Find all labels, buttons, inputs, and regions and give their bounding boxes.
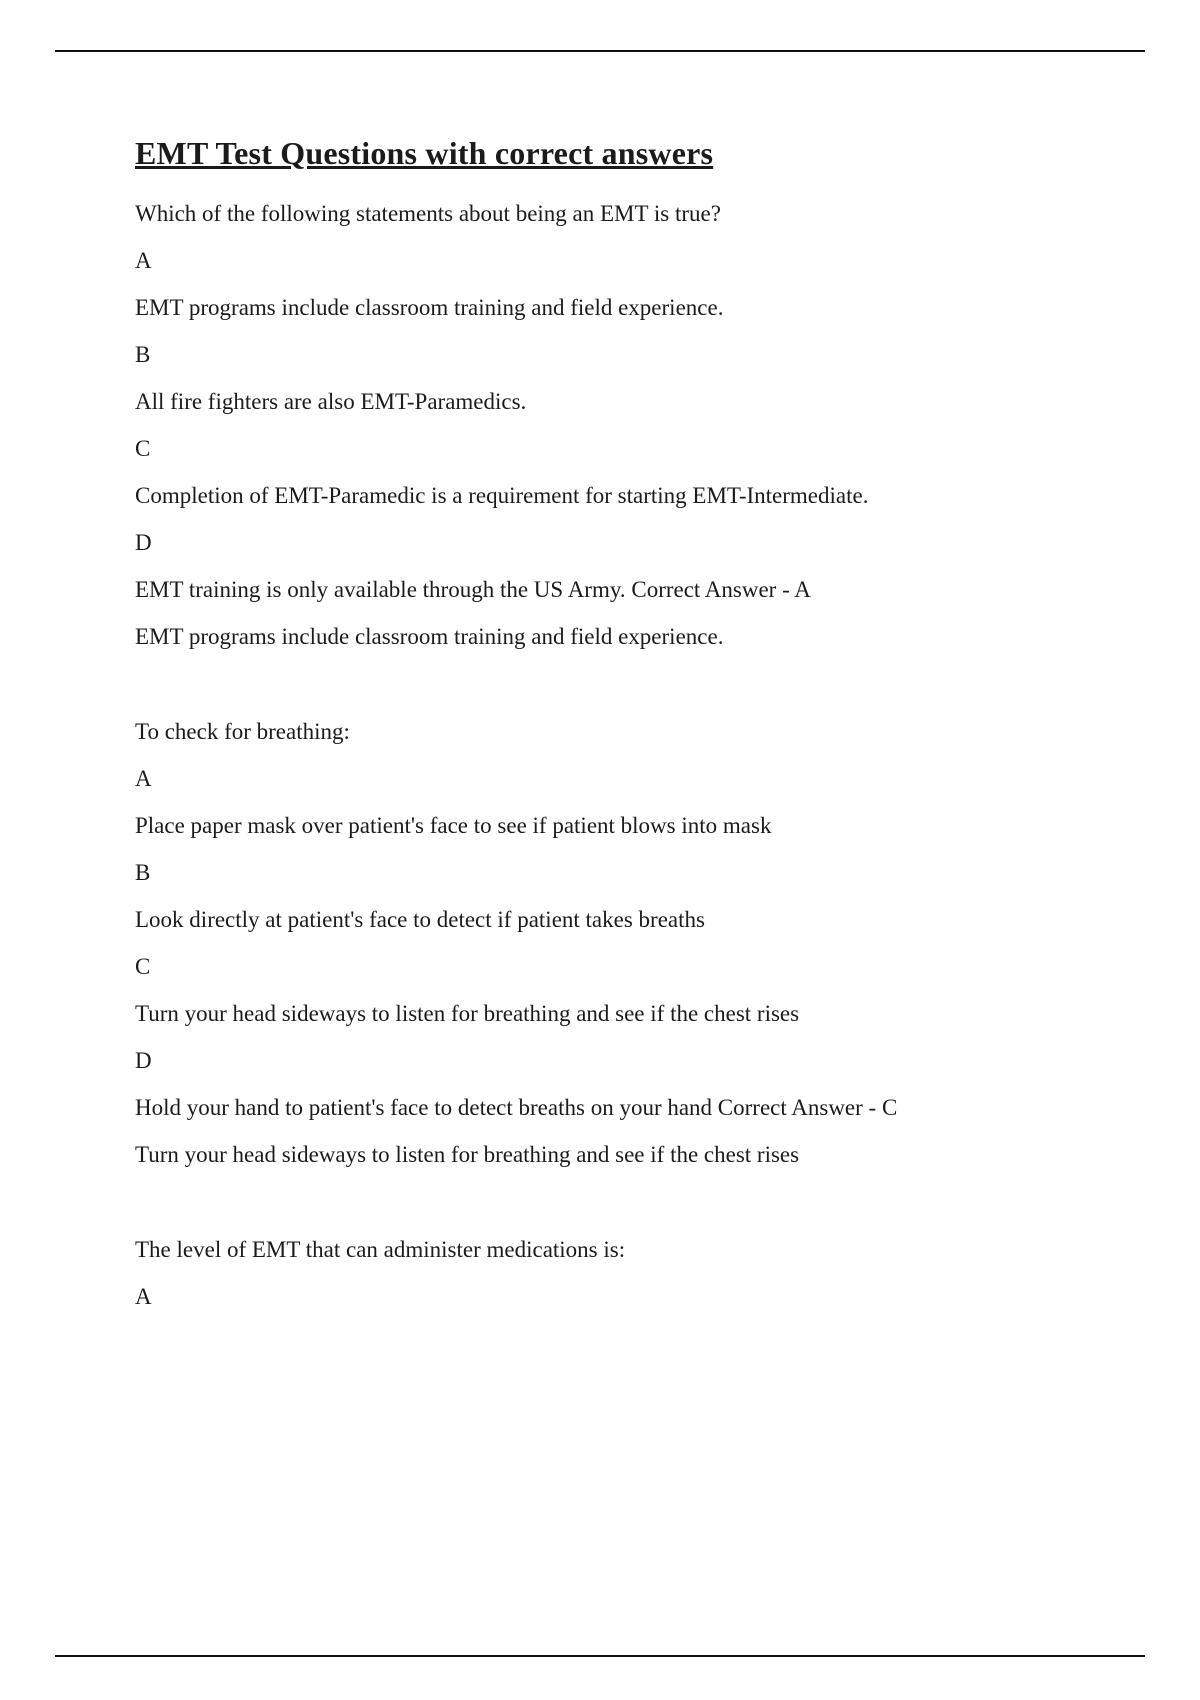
top-rule <box>55 50 1145 52</box>
option-text-with-answer: Hold your hand to patient's face to detect breaths on your hand Correct Answer - C <box>135 1095 898 1120</box>
option-text: Place paper mask over patient's face to see if patient blows into mask <box>135 813 772 838</box>
option-letter: A <box>135 248 152 273</box>
block-spacer <box>135 1190 1145 1238</box>
option-letter: C <box>135 954 151 979</box>
page-title: EMT Test Questions with correct answers <box>135 135 714 171</box>
option-letter: A <box>135 766 152 791</box>
option-text: Look directly at patient's face to detect if patient takes breaths <box>135 907 705 932</box>
block-spacer <box>135 672 1145 720</box>
option-letter: D <box>135 530 152 555</box>
bottom-rule <box>55 1655 1145 1657</box>
option-text: All fire fighters are also EMT-Paramedics. <box>135 389 527 414</box>
option-letter: B <box>135 342 151 367</box>
document-content <box>135 135 1145 1332</box>
option-letter: A <box>135 1284 152 1309</box>
question-block-2 <box>135 720 1145 1166</box>
question-text: The level of EMT that can administer medications is: <box>135 1237 626 1262</box>
question-text: To check for breathing: <box>135 719 350 744</box>
option-text-with-answer: EMT training is only available through the US Army. Correct Answer - A <box>135 577 811 602</box>
answer-text: Turn your head sideways to listen for breathing and see if the chest rises <box>135 1142 800 1167</box>
question-block-3 <box>135 1238 1145 1308</box>
option-text: Completion of EMT-Paramedic is a requirement for starting EMT-Intermediate. <box>135 483 869 508</box>
question-text: Which of the following statements about being an EMT is true? <box>135 201 721 226</box>
option-letter: D <box>135 1048 152 1073</box>
option-letter: C <box>135 436 151 461</box>
option-letter: B <box>135 860 151 885</box>
answer-text: EMT programs include classroom training and field experience. <box>135 624 724 649</box>
option-text: Turn your head sideways to listen for breathing and see if the chest rises <box>135 1001 800 1026</box>
option-text: EMT programs include classroom training and field experience. <box>135 295 724 320</box>
question-block-1 <box>135 202 1145 648</box>
